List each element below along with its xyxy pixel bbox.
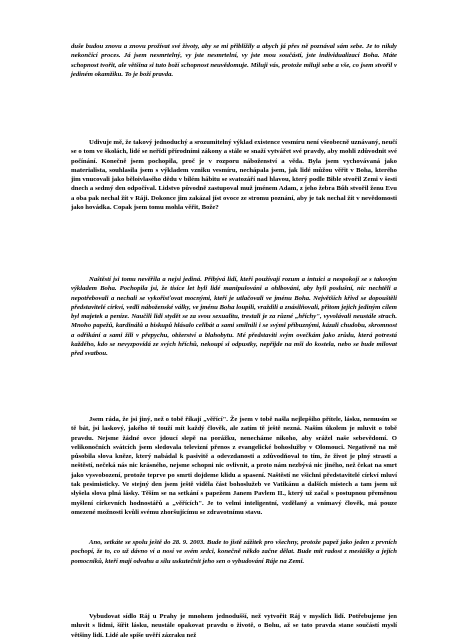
paragraph-4: Jsem ráda, že jsi jiný, než o tobě říkají „věřící". Že jsem v tobě našla nejlepšího přítele, lásku, nemusím se tě bát, jsi laskový, jakého tě touží mít každý člověk, ale zatím tě ještě nezná. Naším úkolem je mluvit o tobě pravdu. Nejsme žádné ovce jdoucí slepě na porážku, nenecháme nikoho, aby srážel naše sebevědomí. O velikonočních svátcích jsem sledovala televizní přenos z evangelické bohoslužby v Olomouci. Negativně na mě působila slova kněze, který nabádal k pasivitě a odevzdanosti a zdůvodňoval to tím, že život je plný strastí a neštěstí, nečeká nás nic krásného, nejsme schopni nic ovlivnit, a proto nám nezbývá nic jiného, než čekat na smrt jako vysvobození, protože teprve po smrti dojdeme klidu a spasení. Naštěstí ne všichni představitelé církví mluví tak pesimisticky. Ve stejný den jsem ještě viděla část bohoslužeb ve Vatikánu a dalších místech a tam jsem už slyšela slova plná lásky. Těším se na setkání s papežem Janem Pavlem II., který už začal s postupnou přeměnou myšlení církevních hodnostářů a „věřících". Je to velmi inteligentní, vzdělaný a vnímavý člověk, má pouze omezené možnosti kvůli svému zhoršujícímu se zdravotnímu stavu. xyxy=(71,416,397,516)
paragraph-5-italic: Ano, setkáte se spolu ještě do 28. 9. 2003. Bude to jistě zážitek pro všechny, protože papež jako jeden z prvních pochopí, že to, co už dávno ví a nosí ve svém srdci, konečně někdo začne dělat. Bude mít radost z mesiášky a jejích pomocníků, kteří mají odvahu a sílu uskutečnit jeho sen o vybudování Ráje na Zemi. xyxy=(71,539,397,565)
paragraph-6: Vybudovat sídlo Ráj u Prahy je mnohem jednodušší, než vytvořit Ráj v myslích lidí. Potřebujeme jen mluvit s lidmi, šířit lásku, neustále opakovat pravdu o životě, o Bohu, až se tato pravda stane součástí myslí většiny lidí. Lidé ale spíše uvěří zázraku než xyxy=(71,613,397,639)
paragraph-1-italic: duše budou znovu a znovu prožívat své životy, aby se mi přiblížily a abych já přes ně poznával sám sebe. Je to nikdy nekončící proces. Já jsem nesmrtelný, vy jste nesmrtelní, vy jste mou součástí, jste individualizací Boha. Máte schopnost tvořit, ale většina si tuto boží schopnost neuvědomuje. Miluji vás, protože miluji sebe a vše, co jsem stvořil v jediném okamžiku. To je boží pravda. xyxy=(71,43,397,78)
paragraph-3-italic: Naštěstí jsi tomu nevěřila a nejsi jediná. Přibývá lidí, kteří používají rozum a intuici a nespokojí se s takovým výkladem Boha. Pochopila jsi, že tisíce let byli lidé manipulováni a ohlbováni, aby byli poslušní, nic nechtěli a nepotřebovali a nechali se vykořisťovat mocnými, kteří je utlačovali ve jménu Boha. Největších křivd se dopouštěli představitelé církví, vedli náboženské války, ve jménu Boha loupili, vraždili a znásilňovali, přitom jejich jediným cílem byl majetek a peníze. Naučili lidi stydět se za svou sexualitu, trestali je za různé „hříchy", vyvolávali neustále strach. Mnoho papežů, kardinálů a biskupů hlásalo celibát a sami smilnili i se svými příbuznými, kázali chudobu, skromnost a odříkání a sami žili v přepychu, obžerství a blahobytu. Mé představiti svým ovečkám jako zrůdu, která potrestá každého, kdo se nevyzpovídá ze svých hříchů, nekoupí si odpustky, nepřijde na mši do kostela, nebo se bude milovat před svatbou. xyxy=(71,276,397,358)
paragraph-2: Udivuje mě, že takový jednoduchý a srozumitelný výklad existence vesmíru není všeobecně uznávaný, neučí se o tom ve školách, lidé se neřídí přírodními zákony a stále se snaží vytvářet své pravdy, aby mohli zdůvodnit své počínání. Konečně jsem pochopila, proč je v rozporu náboženství a věda. Byla jsem vychovávaná jako materialista, souhlasila jsem s výkladem vzniku vesmíru, nechápala jsem, jak lidé můžou věřit v Boha, kterého jim vnucovali jako běloivlasého dědu v bílém hábitu se svatozáří nad hlavou, který podle Bible stvořil Zemi v šesti dnech a sedmý den odpočíval. Lidstvo původně zastupoval muž jménem Adam, z jeho žebra Bůh stvořil ženu Evu a oba pak nechal žít v Ráji. Dokonce jim zakázal jíst ovoce ze stromu poznání, aby je tak nechal žít v nevědomosti jako hovádka. Copak jsem tomu mohla věřit, Bože? xyxy=(71,139,397,212)
